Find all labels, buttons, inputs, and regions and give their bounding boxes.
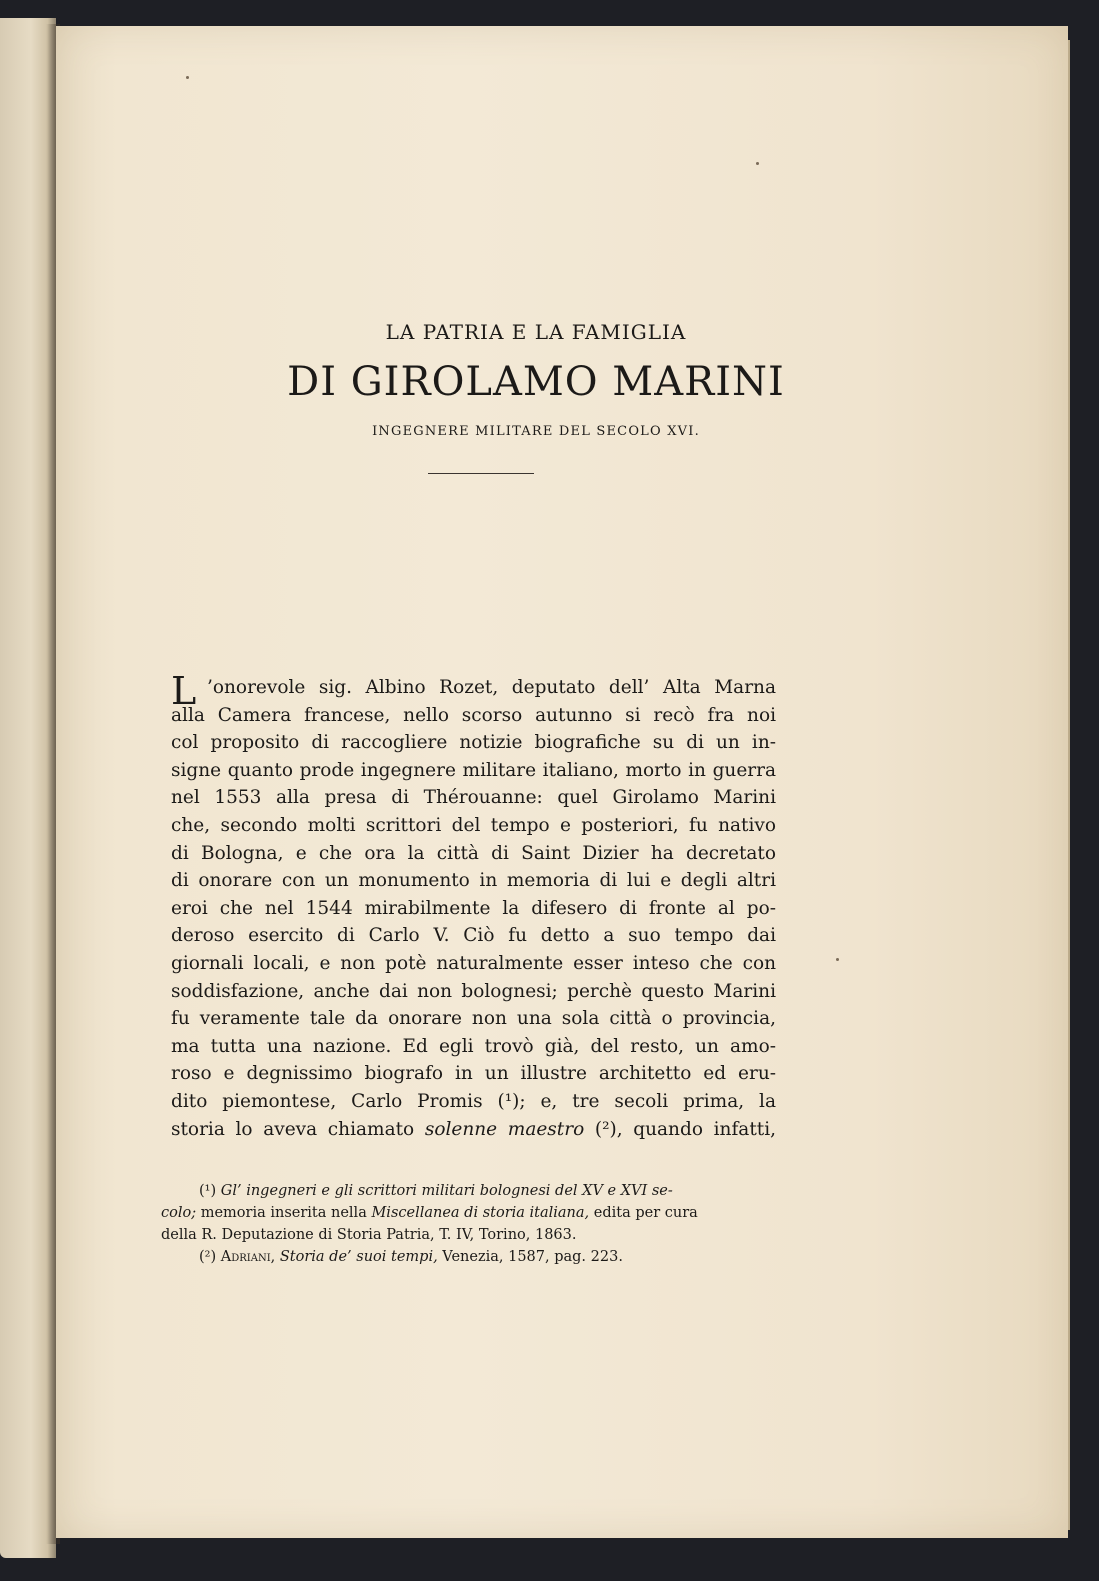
- body-line: roso e degnissimo biografo in un illustre architetto ed eru-: [171, 1063, 776, 1085]
- title-kicker: LA PATRIA E LA FAMIGLIA: [385, 320, 687, 344]
- body-line: nel 1553 alla presa di Thérouanne: quel Girolamo Marini: [171, 787, 776, 809]
- footnote-2-text: Venezia, 1587, pag. 223.: [437, 1249, 623, 1265]
- body-line: ma tutta una nazione. Ed egli trovò già, del resto, un amo-: [171, 1035, 776, 1057]
- footnote-1-title-end: colo;: [161, 1205, 197, 1221]
- footnote-1-journal: Miscellanea di storia italiana,: [371, 1205, 590, 1221]
- body-line: che, secondo molti scrittori del tempo e posteriori, fu nativo: [171, 814, 776, 836]
- title-rule: [428, 473, 534, 474]
- footnotes: [161, 1180, 781, 1268]
- body-line: dito piemontese, Carlo Promis (¹); e, tre secoli prima, la: [171, 1090, 776, 1112]
- body-line: di onorare con un monumento in memoria di lui e degli altri: [171, 870, 776, 892]
- body-line: di Bologna, e che ora la città di Saint Dizier ha decretato: [171, 842, 776, 864]
- footnote-2-author: Adriani,: [220, 1249, 276, 1265]
- footnote-2-title: Storia de’ suoi tempi,: [275, 1249, 438, 1265]
- footnote-1-text-2: edita per cura: [589, 1205, 698, 1221]
- last-line-italic: solenne maestro: [424, 1118, 585, 1140]
- body-line-last: [171, 1116, 776, 1144]
- body-text: [171, 669, 776, 1143]
- article-subtitle: INGEGNERE MILITARE DEL SECOLO XVI.: [372, 424, 700, 439]
- article-title: DI GIROLAMO MARINI: [287, 359, 785, 405]
- footnote-1-mark: (¹): [199, 1183, 221, 1199]
- body-line: col proposito di raccogliere notizie biografiche su di un in-: [171, 732, 776, 754]
- paper-speck: [836, 958, 839, 961]
- footnote-2-mark: (²): [199, 1249, 221, 1265]
- footnote-1-line-3: della R. Deputazione di Storia Patria, T. IV, Torino, 1863.: [161, 1227, 577, 1243]
- paper-speck: [186, 76, 189, 79]
- body-line: deroso esercito di Carlo V. Ciò fu detto a suo tempo dai: [171, 925, 776, 947]
- footnote-1-title: Gl’ ingegneri e gli scrittori militari bolognesi del XV e XVI se-: [220, 1183, 673, 1199]
- body-line: ’onorevole sig. Albino Rozet, deputato dell’ Alta Marna: [207, 677, 776, 698]
- body-line: soddisfazione, anche dai non bolognesi; perchè questo Marini: [171, 980, 776, 1002]
- paper-speck: [756, 162, 759, 165]
- footnote-1-line-1: [161, 1180, 781, 1202]
- drop-cap: L: [171, 669, 197, 713]
- body-line: fu veramente tale da onorare non una sola città o provincia,: [171, 1008, 776, 1030]
- last-line-after: (²), quando infatti,: [584, 1118, 776, 1140]
- page: [56, 26, 1068, 1538]
- last-line-before: storia lo aveva chiamato: [171, 1118, 425, 1140]
- body-line: signe quanto prode ingegnere militare italiano, morto in guerra: [171, 759, 776, 781]
- footnote-2: [161, 1246, 781, 1268]
- body-line: alla Camera francese, nello scorso autunno si recò fra noi: [171, 704, 776, 726]
- footnote-1-line-2: [161, 1202, 781, 1224]
- body-line: eroi che nel 1544 mirabilmente la difesero di fronte al po-: [171, 897, 776, 919]
- body-line: giornali locali, e non potè naturalmente esser inteso che con: [171, 952, 776, 974]
- footnote-1-text: memoria inserita nella: [196, 1205, 372, 1221]
